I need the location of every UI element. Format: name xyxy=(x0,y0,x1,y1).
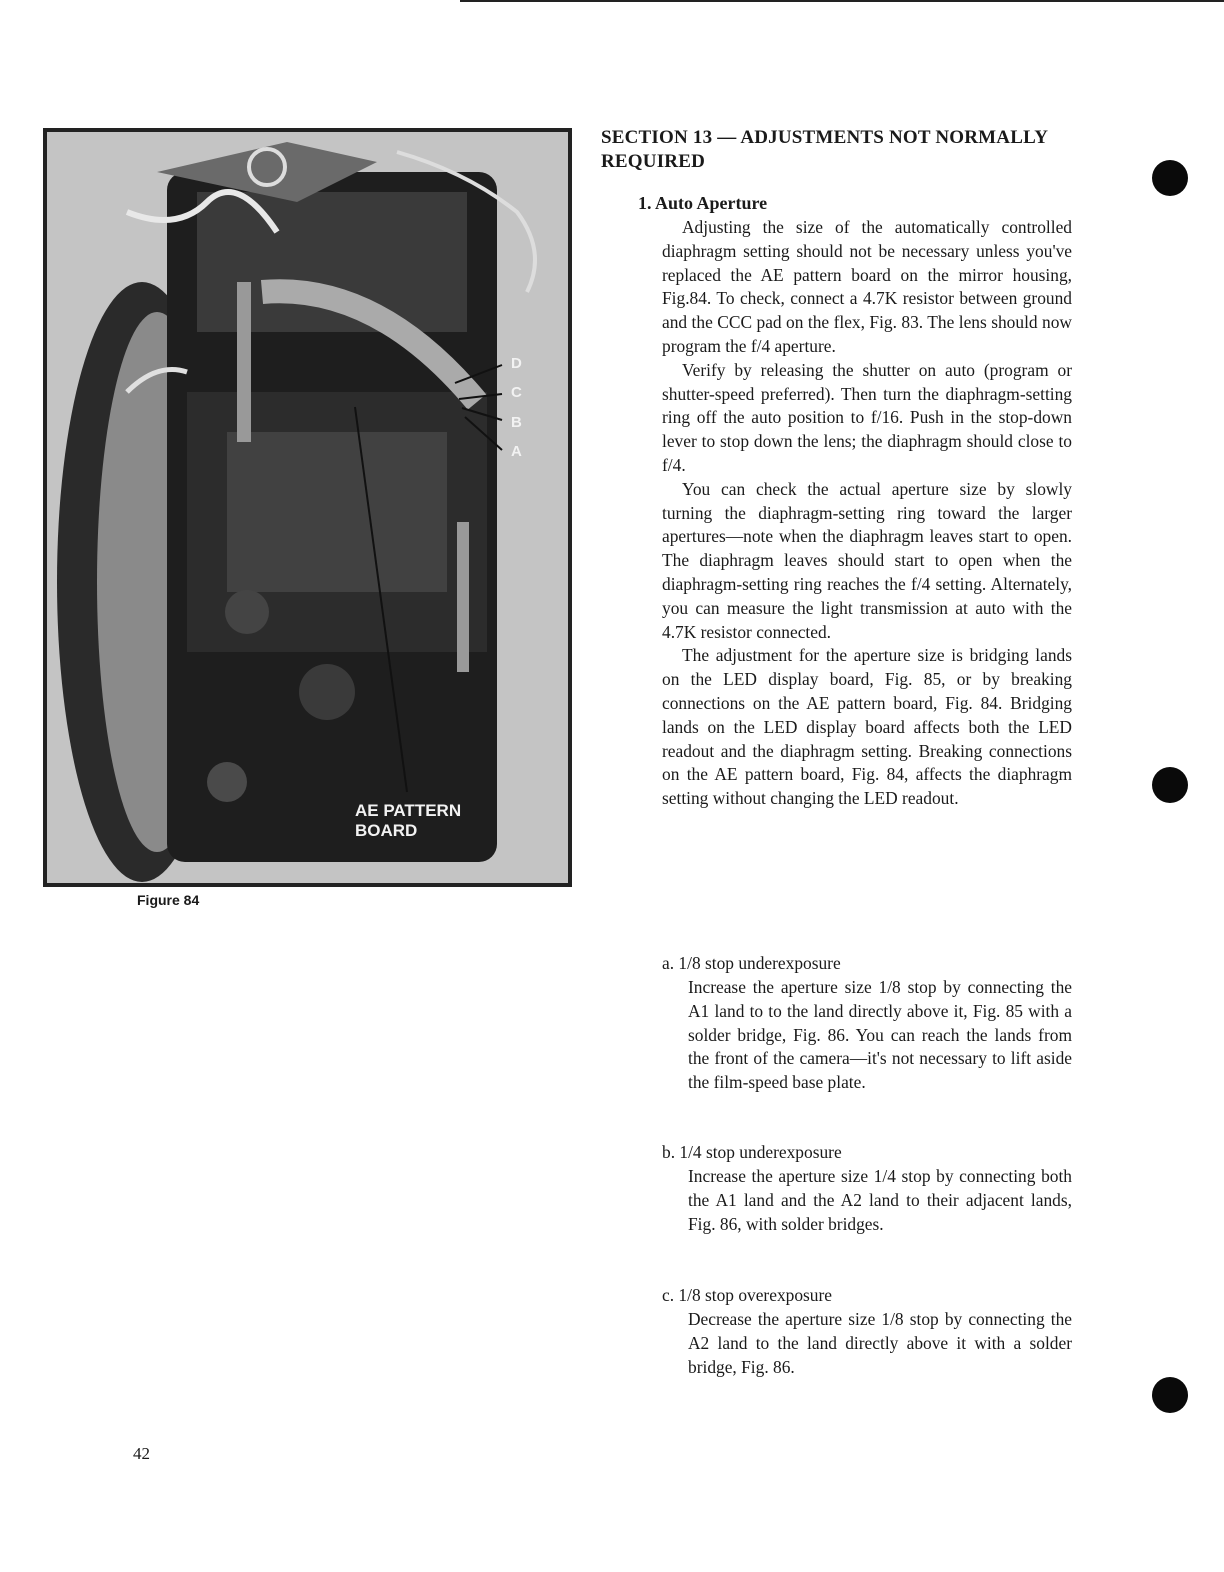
figure-letter-d: D xyxy=(511,355,522,372)
punch-hole-middle xyxy=(1152,767,1188,803)
page-number: 42 xyxy=(133,1444,150,1463)
paragraph-1: Adjusting the size of the automatically controlled diaphragm setting should not be necessary unless you've replaced the AE pattern board on the mirror housing, Fig.84. To check, connect a 4.7K resistor between ground and the CCC pad on the flex, Fig. 83. The lens should now program the f/4 aperture. xyxy=(662,217,1072,356)
punch-hole-bottom xyxy=(1152,1377,1188,1413)
figure-letter-b: B xyxy=(511,414,522,431)
figure-caption: Figure 84 xyxy=(137,892,200,908)
figure-letter-c: C xyxy=(511,384,522,401)
figure-callout-ae-pattern-board: AE PATTERN BOARD xyxy=(355,801,462,840)
punch-hole-top xyxy=(1152,160,1188,196)
subitem-c-title: c. 1/8 stop overexposure xyxy=(662,1285,833,1305)
spring-left xyxy=(237,282,251,442)
paragraph-2: Verify by releasing the shutter on auto (program or shutter-speed preferred). Then turn the diaphragm-setting ring off the auto position to f/16. Push in the stop-down lever to stop down the lens; the diaphragm should close to f/4. xyxy=(662,359,1072,475)
subitem-a-body: Increase the aperture size 1/8 stop by connecting the A1 land to to the land directly above it, Fig. 85 with a solder bridge, Fig. 86. You can reach the lands from the front of the camera—it's not necessary to lift aside the film-speed base plate. xyxy=(688,977,1072,1093)
subitem-b-title: b. 1/4 stop underexposure xyxy=(662,1142,842,1162)
subitem-c-body: Decrease the aperture size 1/8 stop by connecting the A2 land to the land directly above it with a solder bridge, Fig. 86. xyxy=(688,1309,1072,1377)
figure-letter-a: A xyxy=(511,443,522,460)
spring-right xyxy=(457,522,469,672)
top-rule xyxy=(460,0,1224,2)
paragraph-3: You can check the actual aperture size by slowly turning the diaphragm-setting ring toward the larger apertures—note when the diaphragm leaves start to open. The diaphragm leaves should start to open when the diaphragm-setting ring reaches the f/4 setting. Alternately, you can measure the light transmission at auto with the 4.7K resistor connected. xyxy=(662,478,1072,642)
subitem-b-body: Increase the aperture size 1/4 stop by connecting both the A1 land and the A2 land to their adjacent lands, Fig. 86, with solder bridges. xyxy=(688,1166,1072,1234)
subitem-a-title: a. 1/8 stop underexposure xyxy=(662,953,841,973)
item-heading: 1. Auto Aperture xyxy=(638,193,768,213)
figure-84-photo xyxy=(43,128,572,887)
camera-internals-illustration xyxy=(47,132,568,883)
paragraph-4: The adjustment for the aperture size is bridging lands on the LED display board, Fig. 85, or by breaking connections on the AE pattern board, Fig. 84. Bridging lands on the LED display board affects both the LED readout and the diaphragm setting. Breaking connections on the AE pattern board, Fig. 84, affects the diaphragm setting without changing the LED readout. xyxy=(662,645,1072,809)
section-heading: SECTION 13 — ADJUSTMENTS NOT NORMALLY REQUIRED xyxy=(601,127,1048,172)
body-column xyxy=(662,216,1072,811)
